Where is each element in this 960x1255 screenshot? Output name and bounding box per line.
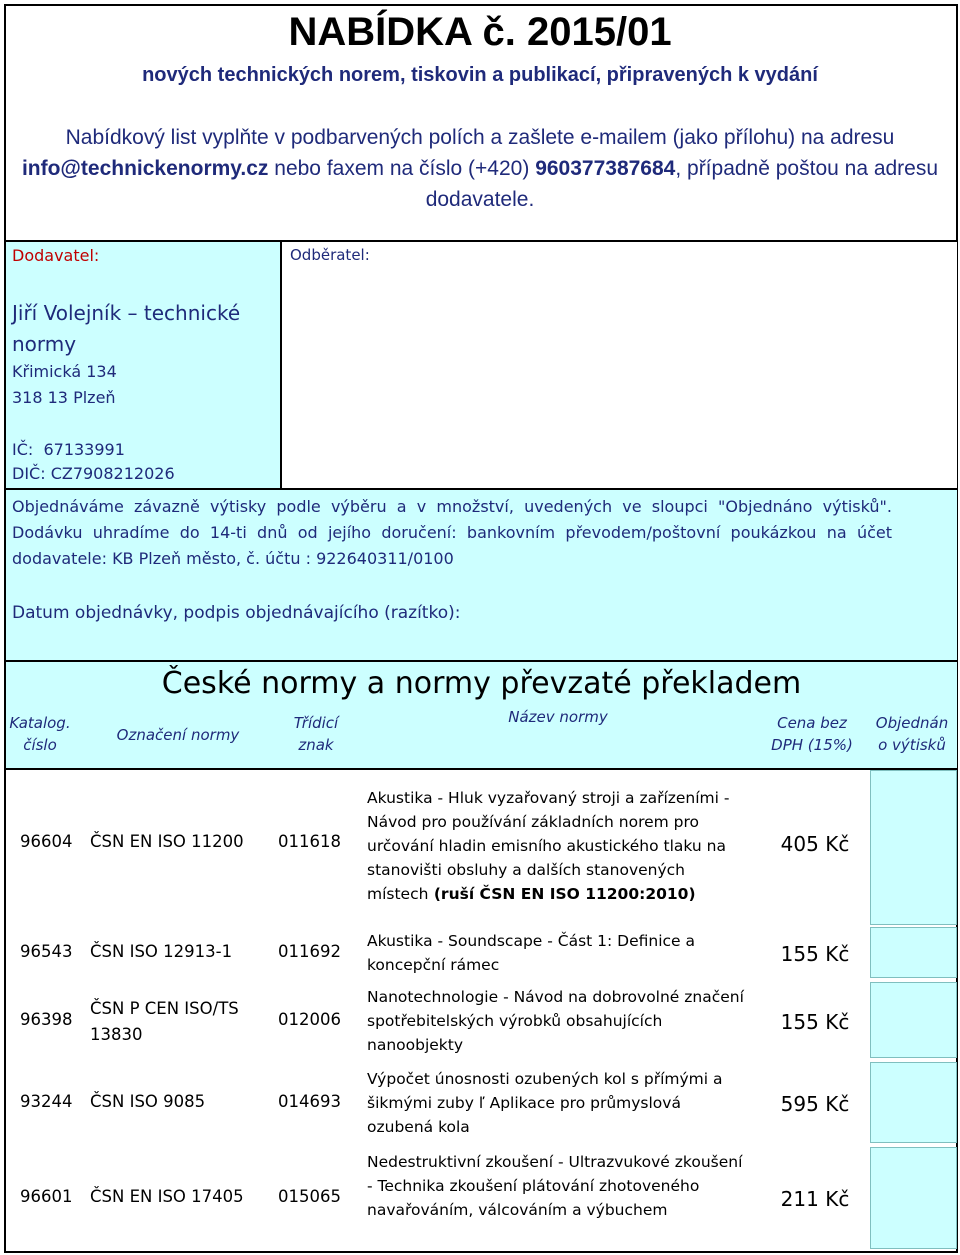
norm-name [367, 786, 747, 906]
catalog-number: 93244 [20, 1092, 73, 1111]
customer-label: Odběratel: [290, 246, 370, 264]
table-row [6, 1060, 957, 1145]
quantity-field[interactable] [870, 927, 957, 978]
page-title: NABÍDKA č. 2015/01 [288, 10, 672, 54]
norm-name: Výpočet únosnosti ozubených kol s přímými a šikmými zuby ľ Aplikace pro průmyslová ozubená kola [367, 1070, 723, 1136]
norm-designation: ČSN ISO 12913-1 [90, 942, 233, 961]
order-text: Objednáváme závazně výtisky podle výběru a v množství, uvedených ve sloupci "Objednáno výtisků". Dodávku uhradíme do 14-ti dnů od jejího doručení: bankovním převodem/poštovní poukázkou na účet dodavatele: KB Plzeň město, č. účtu : 922640311/0100 [12, 497, 892, 568]
class-code: 014693 [278, 1092, 341, 1111]
catalog-number: 96398 [20, 1010, 73, 1029]
norm-name: Akustika - Soundscape - Část 1: Definice a koncepční rámec [367, 932, 696, 974]
norm-designation: ČSN EN ISO 11200 [90, 832, 244, 851]
instructions [20, 122, 940, 215]
catalog-number: 96604 [20, 832, 73, 851]
col-qty: Objednán o výtisků [875, 714, 949, 754]
instruction-text-1: Nabídkový list vyplňte v podbarvených polích a zašlete e-mailem (jako přílohu) na adresu [65, 126, 895, 149]
table-row [6, 925, 957, 980]
col-price: Cena bez DPH (15%) [771, 714, 853, 754]
page-subtitle: nových technických norem, tiskovin a publikací, připravených k vydání [142, 64, 818, 86]
catalog-number: 96601 [20, 1187, 73, 1206]
supplier-ic: IČ: 67133991 [12, 440, 125, 459]
price: 211 Kč [780, 1187, 850, 1211]
supplier-city: 318 13 Plzeň [12, 388, 116, 407]
quantity-field[interactable] [870, 1062, 957, 1143]
price: 405 Kč [780, 832, 850, 856]
norm-designation: ČSN EN ISO 17405 [90, 1187, 244, 1206]
supplier-dic: DIČ: CZ7908212026 [12, 464, 175, 483]
class-code: 012006 [278, 1010, 341, 1029]
quantity-field[interactable] [870, 1147, 957, 1249]
norm-name: Nanotechnologie - Návod na dobrovolné značení spotřebitelských výrobků obsahujících nanoobjekty [367, 988, 744, 1054]
col-catalog: Katalog. číslo [9, 714, 71, 754]
quantity-field[interactable] [870, 982, 957, 1058]
price: 155 Kč [780, 1010, 850, 1034]
supplier-street: Křimická 134 [12, 362, 117, 381]
section-title: České normy a normy převzaté překladem [161, 666, 802, 701]
class-code: 011692 [278, 942, 341, 961]
norm-name: Nedestruktivní zkoušení - Ultrazvukové zkoušení - Technika zkoušení plátování zhotoveného navařováním, válcováním a výbuchem [367, 1153, 743, 1219]
email-link[interactable]: info@technickenormy.cz [21, 157, 269, 180]
class-code: 015065 [278, 1187, 341, 1206]
norm-name-text: Akustika - Hluk vyzařovaný stroji a zařízeními - Návod pro používání základních norem pro určování hladin emisního akustického tlaku na stanovišti obsluhy a dalších stanovených místech [367, 789, 730, 903]
supplier-name: Jiří Volejník – technické normy [12, 301, 241, 356]
price: 155 Kč [780, 942, 850, 966]
catalog-number: 96543 [20, 942, 73, 961]
fax-number: 960377387684 [535, 157, 676, 180]
norm-designation: ČSN P CEN ISO/TS 13830 [90, 999, 239, 1044]
order-date-label: Datum objednávky, podpis objednávajícího (razítko): [12, 603, 461, 623]
price: 595 Kč [780, 1092, 850, 1116]
table-row [6, 980, 957, 1060]
table-row [6, 770, 957, 925]
col-class: Třídicí znak [293, 714, 339, 754]
col-designation: Označení normy [116, 726, 240, 744]
col-name: Název normy [508, 708, 608, 726]
instruction-text-2: nebo faxem na číslo (+420) [268, 157, 536, 180]
supplier-label: Dodavatel: [12, 246, 100, 265]
instruction-text-3: , případně poštou na adresu dodavatele. [425, 157, 939, 211]
norm-name-note: (ruší ČSN EN ISO 11200:2010) [428, 885, 696, 903]
norm-designation: ČSN ISO 9085 [90, 1092, 206, 1111]
table-row [6, 1145, 957, 1251]
class-code: 011618 [278, 832, 341, 851]
customer-field[interactable] [282, 240, 957, 488]
quantity-field[interactable] [870, 770, 957, 925]
